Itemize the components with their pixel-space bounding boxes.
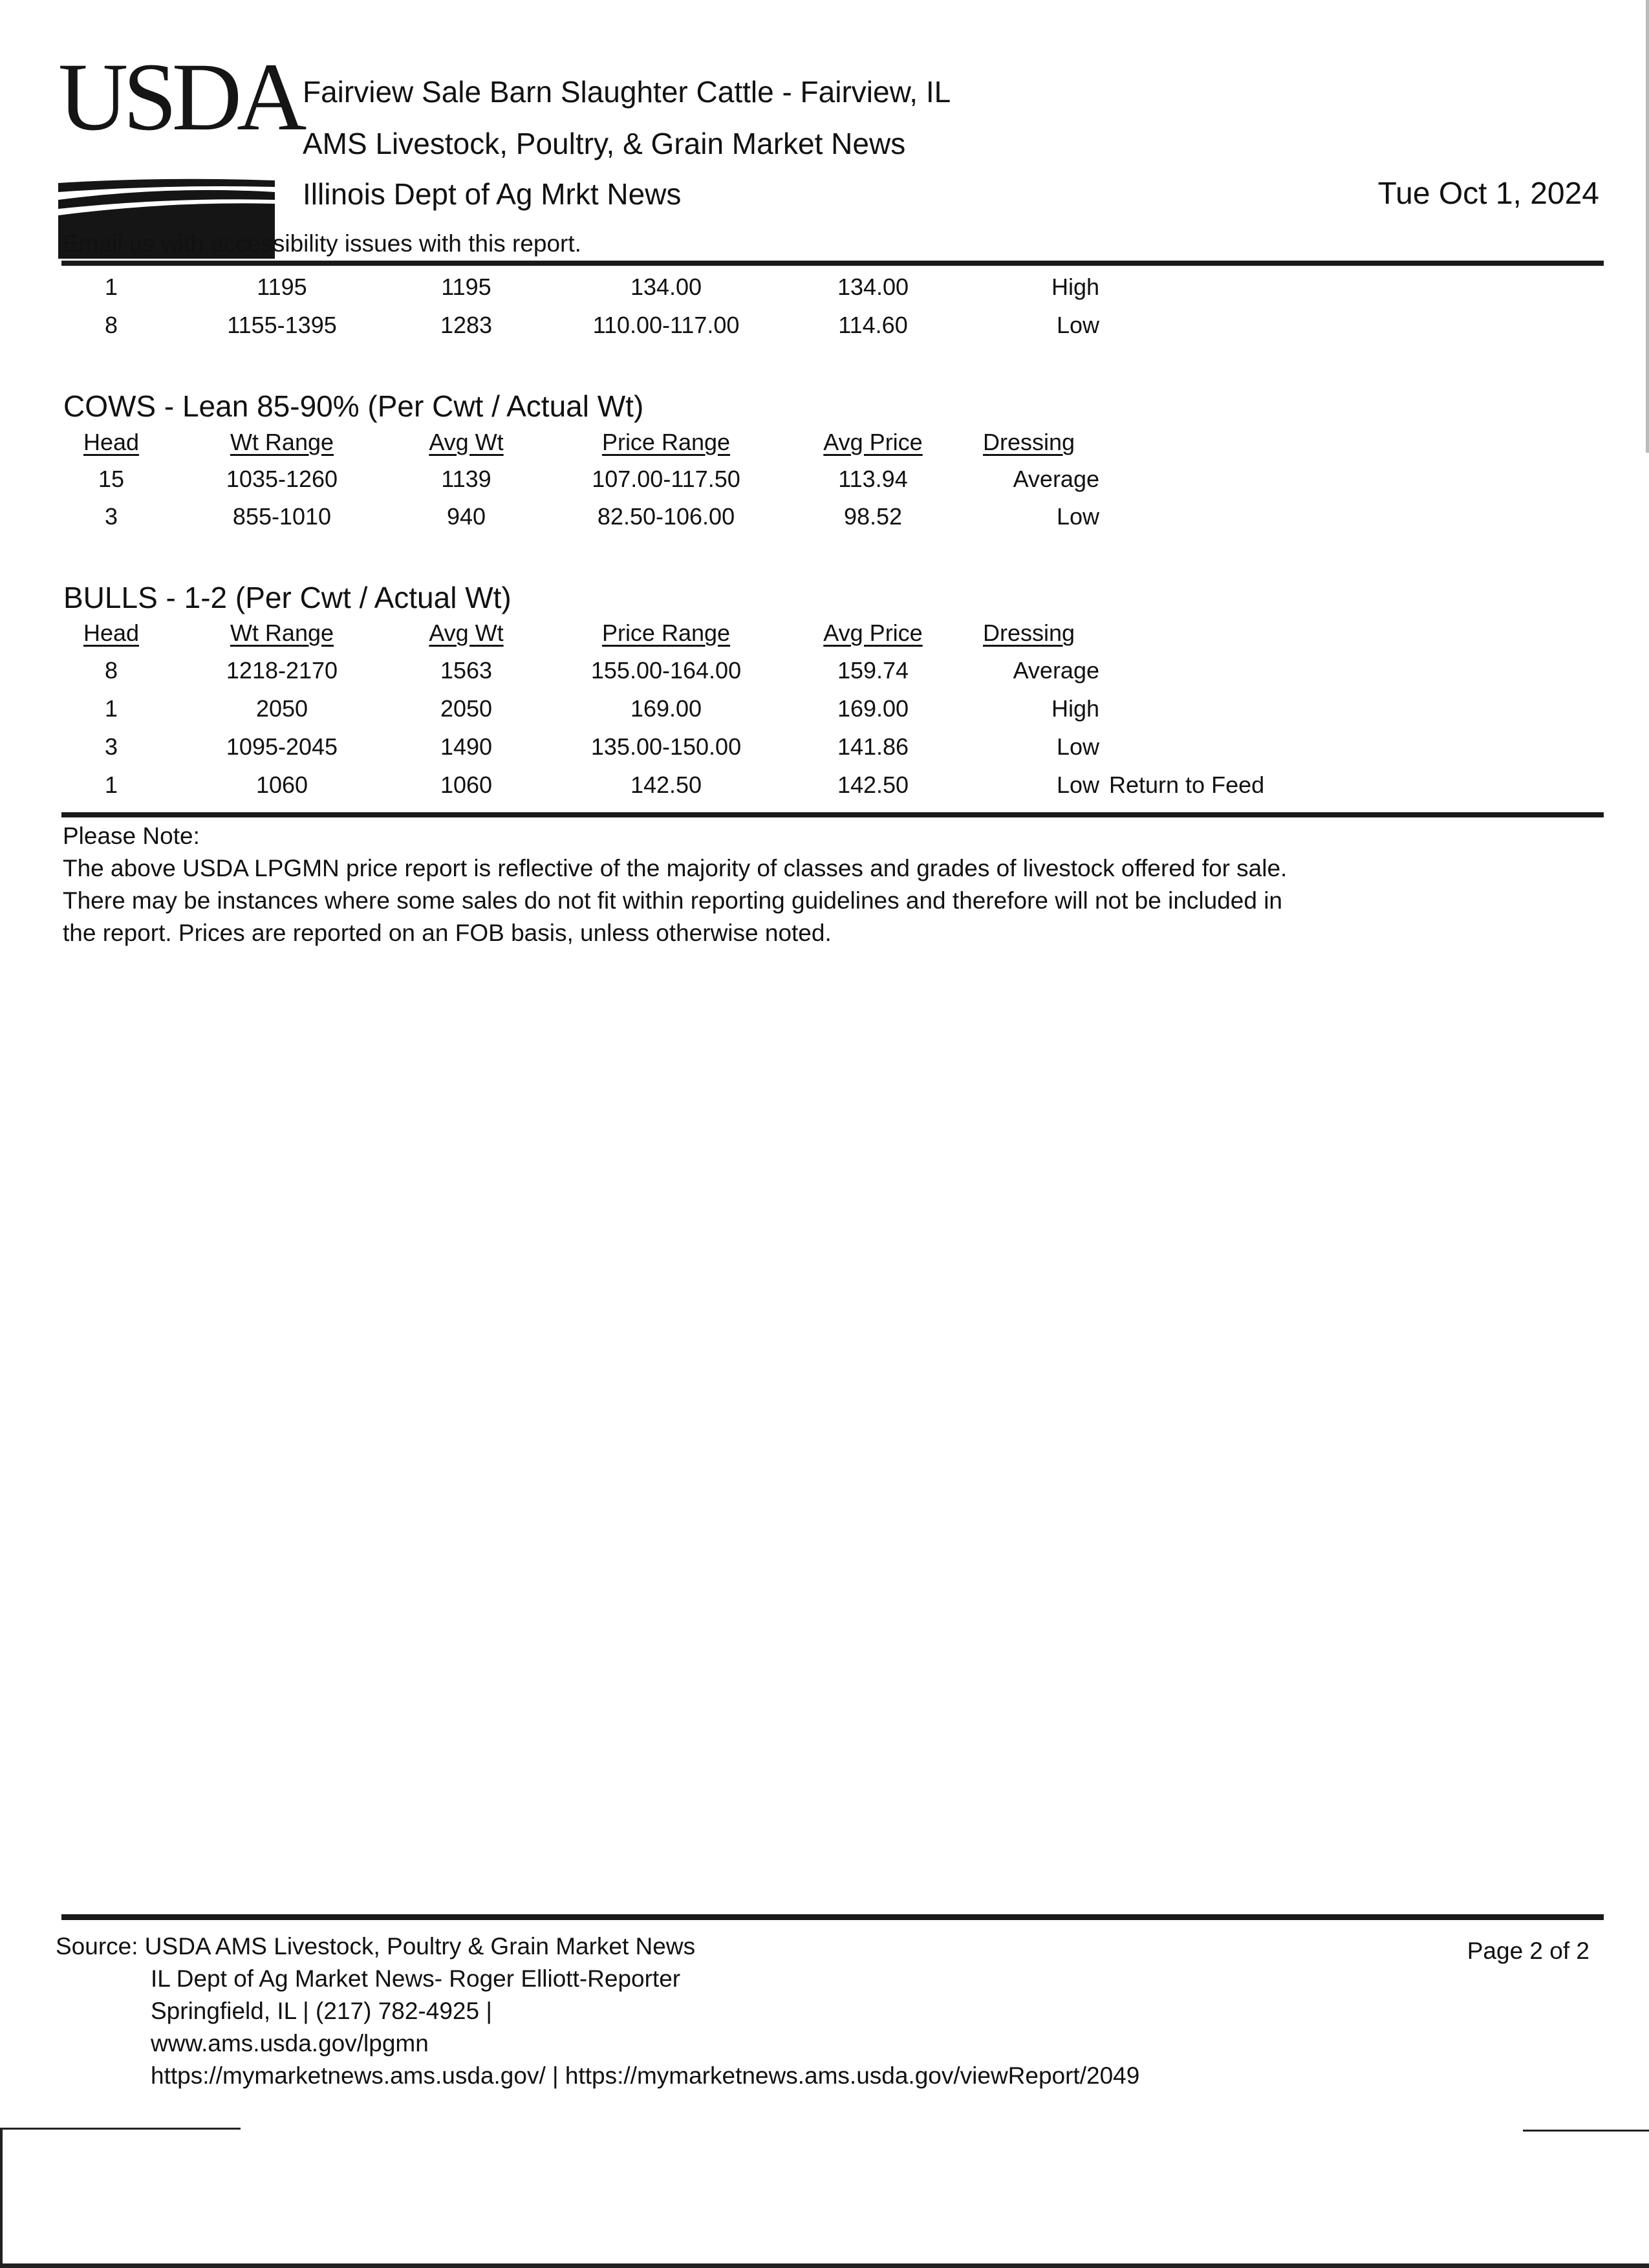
notes-line: the report. Prices are reported on an FOB basis, unless otherwise noted. <box>63 920 832 946</box>
col-wt-range-header: Wt Range <box>230 429 334 455</box>
usda-logo <box>58 43 302 207</box>
report-title: Fairview Sale Barn Slaughter Cattle - Fairview, IL <box>303 75 951 109</box>
cell-avg-price: 113.94 <box>838 466 908 492</box>
header-divider <box>61 261 1604 266</box>
section-title-cows: COWS - Lean 85-90% (Per Cwt / Actual Wt) <box>63 389 644 423</box>
footer-divider <box>61 1914 1604 1920</box>
cell-wt-range: 1155-1395 <box>227 312 337 338</box>
cell-price-range: 155.00-164.00 <box>590 657 742 684</box>
table-header-row <box>0 424 1649 461</box>
cell-price-range: 169.00 <box>630 695 702 722</box>
scan-frame-edge <box>1523 2130 1649 2132</box>
cell-avg-wt: 1195 <box>441 274 491 300</box>
footer-website-link[interactable]: www.ams.usda.gov/lpgmn <box>151 2030 429 2057</box>
table-row <box>0 728 1649 766</box>
cell-dressing: High <box>1051 274 1099 300</box>
cell-avg-wt: 2050 <box>440 695 493 722</box>
cell-avg-price: 169.00 <box>837 695 909 722</box>
section-title-bulls: BULLS - 1-2 (Per Cwt / Actual Wt) <box>63 581 512 614</box>
col-dressing-header: Dressing <box>983 429 1075 455</box>
scan-frame-edge <box>1646 0 1649 453</box>
cell-head: 1 <box>104 772 118 798</box>
footer-phone: Springfield, IL | (217) 782-4925 | <box>151 1998 492 2024</box>
accessibility-email-note: Email us with accessibility issues with this report. <box>63 230 581 257</box>
cell-price-range: 134.00 <box>630 274 702 300</box>
cell-price-range: 142.50 <box>630 772 702 798</box>
cell-avg-wt: 1563 <box>440 657 493 684</box>
table-bottom-divider <box>61 812 1604 817</box>
footer-report-links[interactable]: https://mymarketnews.ams.usda.gov/ | https://mymarketnews.ams.usda.gov/viewReport/2049 <box>151 2062 1140 2089</box>
usda-logo-text: USDA <box>58 43 302 151</box>
cell-avg-wt: 1060 <box>440 772 493 798</box>
col-avg-wt-header: Avg Wt <box>429 620 504 646</box>
cell-avg-price: 159.74 <box>837 657 909 684</box>
cell-dressing: Average <box>1013 657 1099 684</box>
table-row <box>0 766 1649 804</box>
table-row <box>0 690 1649 728</box>
cell-avg-wt: 1283 <box>440 312 493 338</box>
cell-dressing: Average <box>1013 466 1099 492</box>
table-row <box>0 460 1649 498</box>
scan-frame-edge <box>0 2128 3 2268</box>
col-head-header: Head <box>83 429 140 455</box>
report-office: Illinois Dept of Ag Mrkt News <box>303 177 682 211</box>
col-wt-range-header: Wt Range <box>230 620 334 646</box>
table-row <box>0 307 1649 344</box>
page-number: Page 2 of 2 <box>1467 1938 1590 1964</box>
col-dressing-header: Dressing <box>983 620 1075 646</box>
col-avg-price-header: Avg Price <box>823 620 923 646</box>
notes-heading: Please Note: <box>63 823 200 849</box>
cell-dressing: Low <box>1056 733 1099 760</box>
cell-head: 1 <box>104 274 118 300</box>
table-row <box>0 498 1649 535</box>
cell-price-range: 82.50-106.00 <box>597 503 735 530</box>
cell-avg-wt: 1490 <box>440 733 493 760</box>
col-price-range-header: Price Range <box>601 429 731 455</box>
footer-source: Source: USDA AMS Livestock, Poultry & Grain Market News <box>56 1933 696 1960</box>
notes-line: There may be instances where some sales do not fit within reporting guidelines and therefore will not be included in <box>63 887 1283 914</box>
cell-wt-range: 1218-2170 <box>226 657 338 684</box>
cell-wt-range: 1060 <box>255 772 308 798</box>
cell-avg-price: 98.52 <box>843 503 903 530</box>
cell-wt-range: 1195 <box>257 274 307 300</box>
cell-dressing: Low <box>1056 503 1099 530</box>
cell-avg-wt: 1139 <box>441 466 491 492</box>
col-avg-price-header: Avg Price <box>823 429 923 455</box>
cell-avg-price: 134.00 <box>837 274 909 300</box>
scan-frame-edge <box>0 2128 241 2130</box>
cell-avg-price: 142.50 <box>837 772 909 798</box>
col-avg-wt-header: Avg Wt <box>429 429 504 455</box>
table-row <box>0 268 1649 306</box>
cell-wt-range: 1035-1260 <box>226 466 338 492</box>
cell-head: 1 <box>104 695 118 722</box>
report-date: Tue Oct 1, 2024 <box>1377 177 1599 211</box>
cell-wt-range: 855-1010 <box>232 503 332 530</box>
please-note-block <box>63 820 1421 949</box>
cell-wt-range: 1095-2045 <box>226 733 338 760</box>
footer-contact-block <box>151 1963 1139 2092</box>
cell-price-range: 107.00-117.50 <box>592 466 740 492</box>
cell-head: 8 <box>104 657 118 684</box>
cell-wt-range: 2050 <box>255 695 308 722</box>
cell-head: 8 <box>104 312 118 338</box>
footer-reporter: IL Dept of Ag Market News- Roger Elliott-Reporter <box>151 1965 681 1992</box>
cell-head: 3 <box>104 733 118 760</box>
cell-price-range: 135.00-150.00 <box>590 733 742 760</box>
scan-frame-edge <box>0 2263 1649 2268</box>
cell-dressing: Low <box>1056 772 1099 798</box>
table-header-row <box>0 614 1649 652</box>
cell-avg-wt: 940 <box>446 503 486 530</box>
cell-avg-price: 114.60 <box>838 312 908 338</box>
cell-dressing: High <box>1051 695 1099 722</box>
report-agency: AMS Livestock, Poultry, & Grain Market News <box>303 127 906 160</box>
notes-line: The above USDA LPGMN price report is reflective of the majority of classes and grades of livestock offered for sale. <box>63 855 1288 881</box>
cell-note: Return to Feed <box>1109 772 1265 798</box>
cell-head: 15 <box>98 466 125 492</box>
col-price-range-header: Price Range <box>601 620 731 646</box>
cell-price-range: 110.00-117.00 <box>592 312 740 338</box>
cell-avg-price: 141.86 <box>837 733 909 760</box>
cell-head: 3 <box>104 503 118 530</box>
table-row <box>0 652 1649 689</box>
cell-dressing: Low <box>1056 312 1099 338</box>
col-head-header: Head <box>83 620 140 646</box>
